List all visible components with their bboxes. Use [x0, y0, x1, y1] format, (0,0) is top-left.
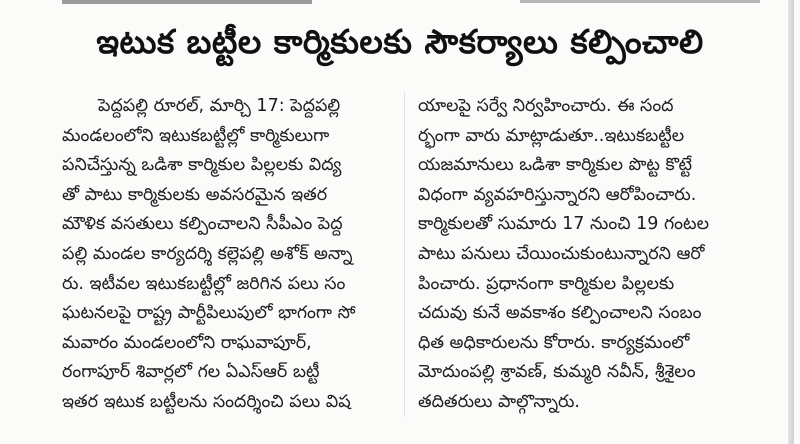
text-line: ధిత అధికారులను కోరారు. కార్యక్రమంలో: [418, 332, 690, 353]
top-border-rule-right: [520, 0, 760, 3]
text-line: మౌళిక వసతులు కల్పించాలని సీపీఎం పెద్ద: [62, 214, 343, 235]
text-line: పెద్దపల్లి రూరల్, మార్చి 17: పెద్దపల్లి: [98, 96, 341, 116]
text-line: విధంగా వ్యవహరిస్తున్నారని ఆరోపించారు.: [418, 184, 697, 205]
text-line: ర్భంగా వారు మాట్లాడుతూ..ఇటుకబట్టీల: [418, 125, 685, 146]
text-line: మండలంలోని ఇటుకబట్టీల్లో కార్మికులుగా: [62, 125, 330, 146]
text-line: ఇతర ఇటుక బట్టీలను సందర్శించి పలు విష: [62, 391, 351, 412]
text-line: యాలపై సర్వే నిర్వహించారు. ఈ సంద: [418, 96, 674, 116]
text-line: పనిచేస్తున్న ఒడిశా కార్మికుల పిల్లలకు విద్య: [62, 155, 342, 176]
text-line: ఘటనలపై రాష్ట్ర పార్టీపిలుపులో భాగంగా సో: [62, 303, 356, 324]
article-headline: ఇటుక బట్టీల కార్మికులకు సౌకర్యాలు కల్పించాలి: [96, 22, 704, 61]
text-line: రు. ఇటీవల ఇటుకబట్టీల్లో జరిగిన పలు సం: [62, 273, 346, 294]
text-line: పల్లి మండల కార్యదర్శి కల్లెపల్లి అశోక్ అన్నా: [62, 243, 353, 264]
text-line: మవారం మండలంలోని రాఘవాపూర్,: [62, 332, 312, 353]
text-line: మోదుంపల్లి శ్రావణ్, కుమ్మరి నవీన్, శ్రీశైలం: [418, 362, 696, 383]
text-line: యజమానులు ఒడిశా కార్మికుల పొట్ట కొట్టే: [418, 155, 692, 176]
text-line: తదితరులు పాల్గొన్నారు.: [418, 391, 580, 412]
text-line: పించారు. ప్రధానంగా కార్మికుల పిల్లలకు: [418, 273, 675, 294]
article-column-left: [62, 92, 392, 418]
text-line: పాటు పనులు చేయించుకుంటున్నారని ఆరో: [418, 243, 705, 264]
page-edge-shadow: [788, 0, 794, 444]
text-line: రంగాపూర్ శివార్లలో గల ఏఎస్‌ఆర్ బట్టీ: [62, 362, 320, 383]
text-line: తో పాటు కార్మికులకు అవసరమైన ఇతర: [62, 184, 328, 205]
top-border-rule: [62, 0, 312, 4]
column-divider: [404, 92, 405, 417]
text-line: కార్మికులతో సుమారు 17 నుంచి 19 గంటల: [418, 214, 709, 235]
text-line: చదువు కునే అవకాశం కల్పించాలని సంబం: [418, 303, 702, 324]
article-column-right: [418, 92, 768, 418]
